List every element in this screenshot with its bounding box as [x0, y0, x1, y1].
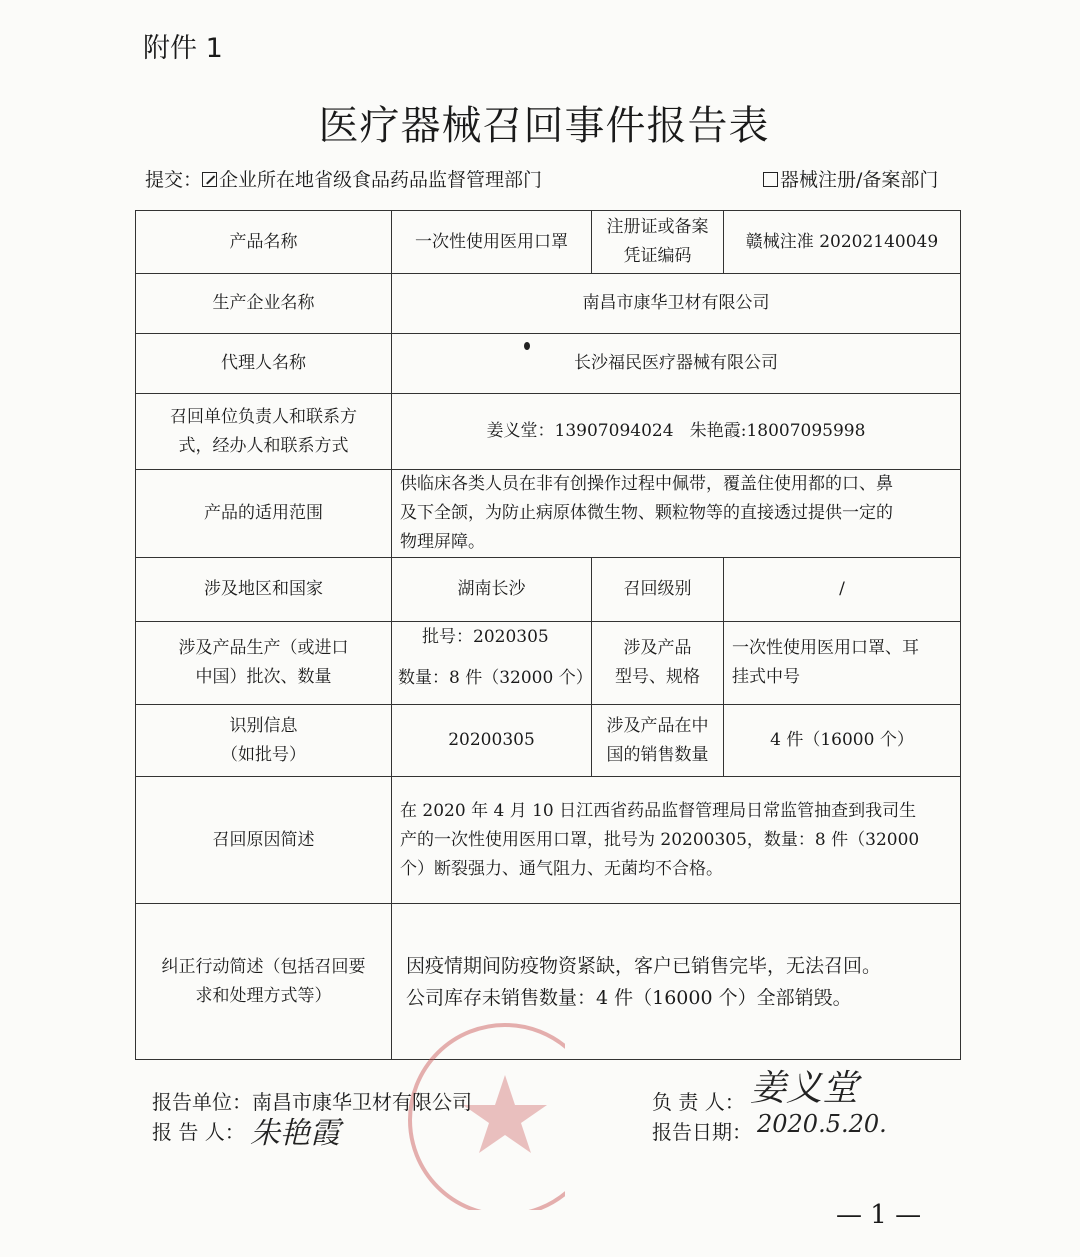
submit-prefix: 提交：: [145, 169, 203, 191]
ident-label-line2: （如批号）: [221, 744, 306, 765]
table-row: [136, 558, 961, 622]
batch-label-line2: 中国）批次、数量: [195, 667, 332, 687]
action-label: [136, 904, 392, 1060]
reason-label: 召回原因简述: [136, 777, 392, 904]
model-label: [592, 622, 724, 705]
reg-cert-label-line2: 凭证编码: [623, 246, 692, 266]
model-label-line2: 型号、规格: [615, 667, 700, 687]
table-row: [136, 470, 961, 558]
action-line2: 公司库存未销售数量：4 件（16000 个）全部销毁。: [406, 986, 852, 1009]
reason-value: [392, 777, 961, 904]
batch-value: [392, 622, 592, 705]
region-label: 涉及地区和国家: [136, 558, 392, 622]
reporter-label: 报 告 人：: [152, 1120, 245, 1144]
table-row: [136, 334, 961, 394]
reg-cert-value: 赣械注准 20202140049: [724, 211, 961, 274]
page-title: 医疗器械召回事件报告表: [318, 103, 770, 149]
reg-cert-label-line1: 注册证或备案: [606, 217, 709, 237]
table-row: [136, 777, 961, 904]
report-date-value: 2020.5.20.: [757, 1110, 887, 1138]
scope-line1: 供临床各类人员在非有创操作过程中佩带，覆盖住使用都的口、鼻: [400, 474, 893, 494]
submit-line: [145, 165, 542, 192]
table-row: [136, 211, 961, 274]
responsible-line: [652, 1086, 745, 1115]
recall-level-value: /: [724, 558, 961, 622]
contact-value: 姜义堂：13907094024 朱艳霞:18007095998: [392, 394, 961, 470]
product-name-value: 一次性使用医用口罩: [392, 211, 592, 274]
scope-line2: 及下全颌，为防止病原体微生物、颗粒物等的直接透过提供一定的: [400, 503, 893, 523]
reg-cert-label: [592, 211, 724, 274]
action-label-line2: 求和处理方式等）: [195, 985, 332, 1006]
sales-label: [592, 705, 724, 777]
ident-value: 20200305: [392, 705, 592, 777]
action-line1: 因疫情期间防疫物资紧缺，客户已销售完毕，无法召回。: [406, 954, 882, 977]
checked-box-icon[interactable]: [202, 172, 217, 187]
region-value: 湖南长沙: [392, 558, 592, 622]
unchecked-box-icon[interactable]: [763, 172, 778, 187]
ident-label-line1: 识别信息: [229, 715, 298, 736]
sales-label-line1: 涉及产品在中: [606, 715, 709, 736]
table-row: [136, 394, 961, 470]
scope-line3: 物理屏障。: [400, 532, 485, 552]
reason-line1: 在 2020 年 4 月 10 日江西省药品监督管理局日常监管抽查到我司生: [400, 800, 917, 821]
report-unit-label: 报告单位：: [152, 1090, 252, 1114]
sales-value: 4 件（16000 个）: [724, 705, 961, 777]
contact-label: [136, 394, 392, 470]
table-row: [136, 274, 961, 334]
model-value: [724, 622, 961, 705]
batch-label: [136, 622, 392, 705]
model-line2: 挂式中号: [732, 667, 800, 687]
contact-label-line2: 式，经办人和联系方式: [178, 435, 349, 456]
report-date-label: 报告日期：: [652, 1120, 752, 1144]
submit-option-registration: 器械注册/备案部门: [780, 169, 939, 191]
scope-value: [392, 470, 961, 558]
batch-number: 批号：2020305: [422, 627, 549, 647]
batch-quantity: 数量：8 件（32000 个）: [398, 668, 593, 688]
attachment-label: 附件 1: [143, 33, 223, 64]
report-date-line: [652, 1116, 752, 1145]
page-number: — 1 —: [836, 1200, 922, 1230]
recall-level-label: 召回级别: [592, 558, 724, 622]
agent-value: 长沙福民医疗器械有限公司: [392, 334, 961, 394]
responsible-signature: 姜义堂: [750, 1068, 859, 1109]
ident-label: [136, 705, 392, 777]
reason-line3: 个）断裂强力、通气阻力、无菌均不合格。: [400, 858, 723, 879]
agent-label: 代理人名称: [136, 334, 392, 394]
sales-label-line2: 国的销售数量: [606, 744, 709, 765]
model-label-line1: 涉及产品: [623, 638, 692, 658]
reporter-line: [152, 1116, 245, 1145]
submit-option-registration-wrap: [763, 165, 938, 192]
model-line1: 一次性使用医用口罩、耳: [732, 638, 919, 658]
table-row: [136, 705, 961, 777]
product-name-label: 产品名称: [136, 211, 392, 274]
action-label-line1: 纠正行动简述（包括召回要: [161, 956, 366, 977]
report-unit-value: 南昌市康华卫材有限公司: [252, 1090, 472, 1114]
manufacturer-label: 生产企业名称: [136, 274, 392, 334]
responsible-label: 负 责 人：: [652, 1090, 745, 1114]
scope-label: 产品的适用范围: [136, 470, 392, 558]
table-row: [136, 622, 961, 705]
submit-option-provincial: 企业所在地省级食品药品监督管理部门: [219, 169, 543, 191]
reporter-signature: 朱艳霞: [250, 1116, 340, 1151]
reason-line2: 产的一次性使用医用口罩，批号为 20200305，数量：8 件（32000: [400, 829, 920, 850]
manufacturer-value: 南昌市康华卫材有限公司: [392, 274, 961, 334]
contact-label-line1: 召回单位负责人和联系方: [170, 406, 357, 427]
batch-label-line1: 涉及产品生产（或进口: [178, 638, 349, 658]
recall-report-table: [135, 210, 961, 1060]
